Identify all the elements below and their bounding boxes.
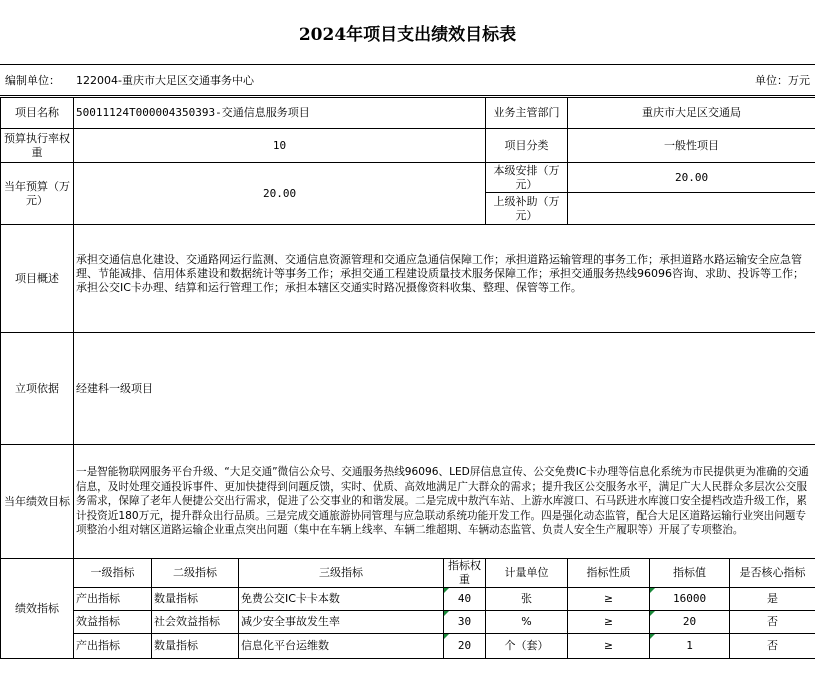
row-core: 否 (730, 634, 815, 659)
header-value: 指标值 (650, 559, 730, 588)
row-level3: 信息化平台运维数 (239, 634, 444, 659)
row-level1: 产出指标 (74, 634, 152, 659)
header-level3: 三级指标 (239, 559, 444, 588)
row-value: 16000 (650, 588, 730, 611)
row-weight: 20 (444, 634, 486, 659)
row-level2: 社会效益指标 (152, 611, 239, 634)
local-arrange-label: 本级安排（万元） (486, 163, 568, 193)
basis-label: 立项依据 (1, 333, 74, 445)
row-unit: % (486, 611, 568, 634)
row-core: 是 (730, 588, 815, 611)
goal-text: 一是智能物联网服务平台升级、“大足交通”微信公众号、交通服务热线96096、LED屏信息宣传、公交免费IC卡办理等信息化系统为市民提供更为准确的交通信息，及时处理交通投诉事件、更加快捷得到问题反馈，实时、优质、高效地满足广大群众的需求；提升我区公交服务水平，满足广大人民群众多层次公交服务需求，保障了老年人便捷公交出行需求，促进了公交事业的和谐发展。二是完成中敖汽车站、上游水库渡口、石马跃进水库渡口安全提档改造升级工作，累计投资近180万元，提升群众出行品质。三是完成交通旅游协同管理与应急联动系统功能开发工作。四是强化动态监管，配合大足区道路运输行业突出问题专项整治小组对辖区道路运输企业重点突出问题（集中在车辆上线率、车辆二维超期、车辆动态监管、负责人安全生产履职等）开展了专项整治。 (74, 445, 815, 559)
project-name-label: 项目名称 (1, 98, 74, 129)
row-weight: 40 (444, 588, 486, 611)
row-nature: ≥ (568, 634, 650, 659)
row-unit: 个（套） (486, 634, 568, 659)
overview-label: 项目概述 (1, 225, 74, 333)
row-value: 1 (650, 634, 730, 659)
header-level1: 一级指标 (74, 559, 152, 588)
local-arrange-value: 20.00 (568, 163, 815, 193)
project-table (0, 97, 815, 659)
table-row (1, 611, 815, 634)
budget-rate-value: 10 (74, 129, 486, 163)
budget-label: 当年预算（万元） (1, 163, 74, 225)
row-level2: 数量指标 (152, 588, 239, 611)
org-unit-row (0, 64, 815, 96)
upper-subsidy-label: 上级补助（万元） (486, 193, 568, 225)
row-core: 否 (730, 611, 815, 634)
row-nature: ≥ (568, 611, 650, 634)
budget-value: 20.00 (74, 163, 486, 225)
row-value: 20 (650, 611, 730, 634)
basis-text: 经建科一级项目 (74, 333, 815, 445)
category-label: 项目分类 (486, 129, 568, 163)
table-row (1, 588, 815, 611)
header-unit: 计量单位 (486, 559, 568, 588)
row-unit: 张 (486, 588, 568, 611)
header-weight: 指标权重 (444, 559, 486, 588)
dept-label: 业务主管部门 (486, 98, 568, 129)
budget-rate-label: 预算执行率权重 (1, 129, 74, 163)
category-value: 一般性项目 (568, 129, 815, 163)
row-weight: 30 (444, 611, 486, 634)
unit-label: 单位：万元 (755, 74, 810, 87)
row-level2: 数量指标 (152, 634, 239, 659)
header-nature: 指标性质 (568, 559, 650, 588)
row-level3: 免费公交IC卡卡本数 (239, 588, 444, 611)
row-nature: ≥ (568, 588, 650, 611)
header-level2: 二级指标 (152, 559, 239, 588)
overview-text: 承担交通信息化建设、交通路网运行监测、交通信息资源管理和交通应急通信保障工作；承担道路运输管理的事务工作；承担道路水路运输安全应急管理、节能减排、信用体系建设和数据统计等事务工作；承担交通工程建设质量技术服务保障工作；承担交通服务热线96096咨询、求助、投诉等工作；承担公交IC卡办理、结算和运行管理工作；承担本辖区交通实时路况摄像资料收集、整理、保管等工作。 (74, 225, 815, 333)
header-core: 是否核心指标 (730, 559, 815, 588)
project-name-value: 50011124T000004350393-交通信息服务项目 (74, 98, 486, 129)
indicators-section-label: 绩效指标 (1, 559, 74, 659)
goal-label: 当年绩效目标 (1, 445, 74, 559)
row-level1: 效益指标 (74, 611, 152, 634)
table-row (1, 634, 815, 659)
sheet-title: 2024年项目支出绩效目标表 (0, 0, 815, 65)
dept-value: 重庆市大足区交通局 (568, 98, 815, 129)
upper-subsidy-value (568, 193, 815, 225)
org-label: 编制单位： (5, 74, 60, 87)
row-level1: 产出指标 (74, 588, 152, 611)
row-level3: 减少安全事故发生率 (239, 611, 444, 634)
org-value: 122004-重庆市大足区交通事务中心 (76, 74, 254, 87)
